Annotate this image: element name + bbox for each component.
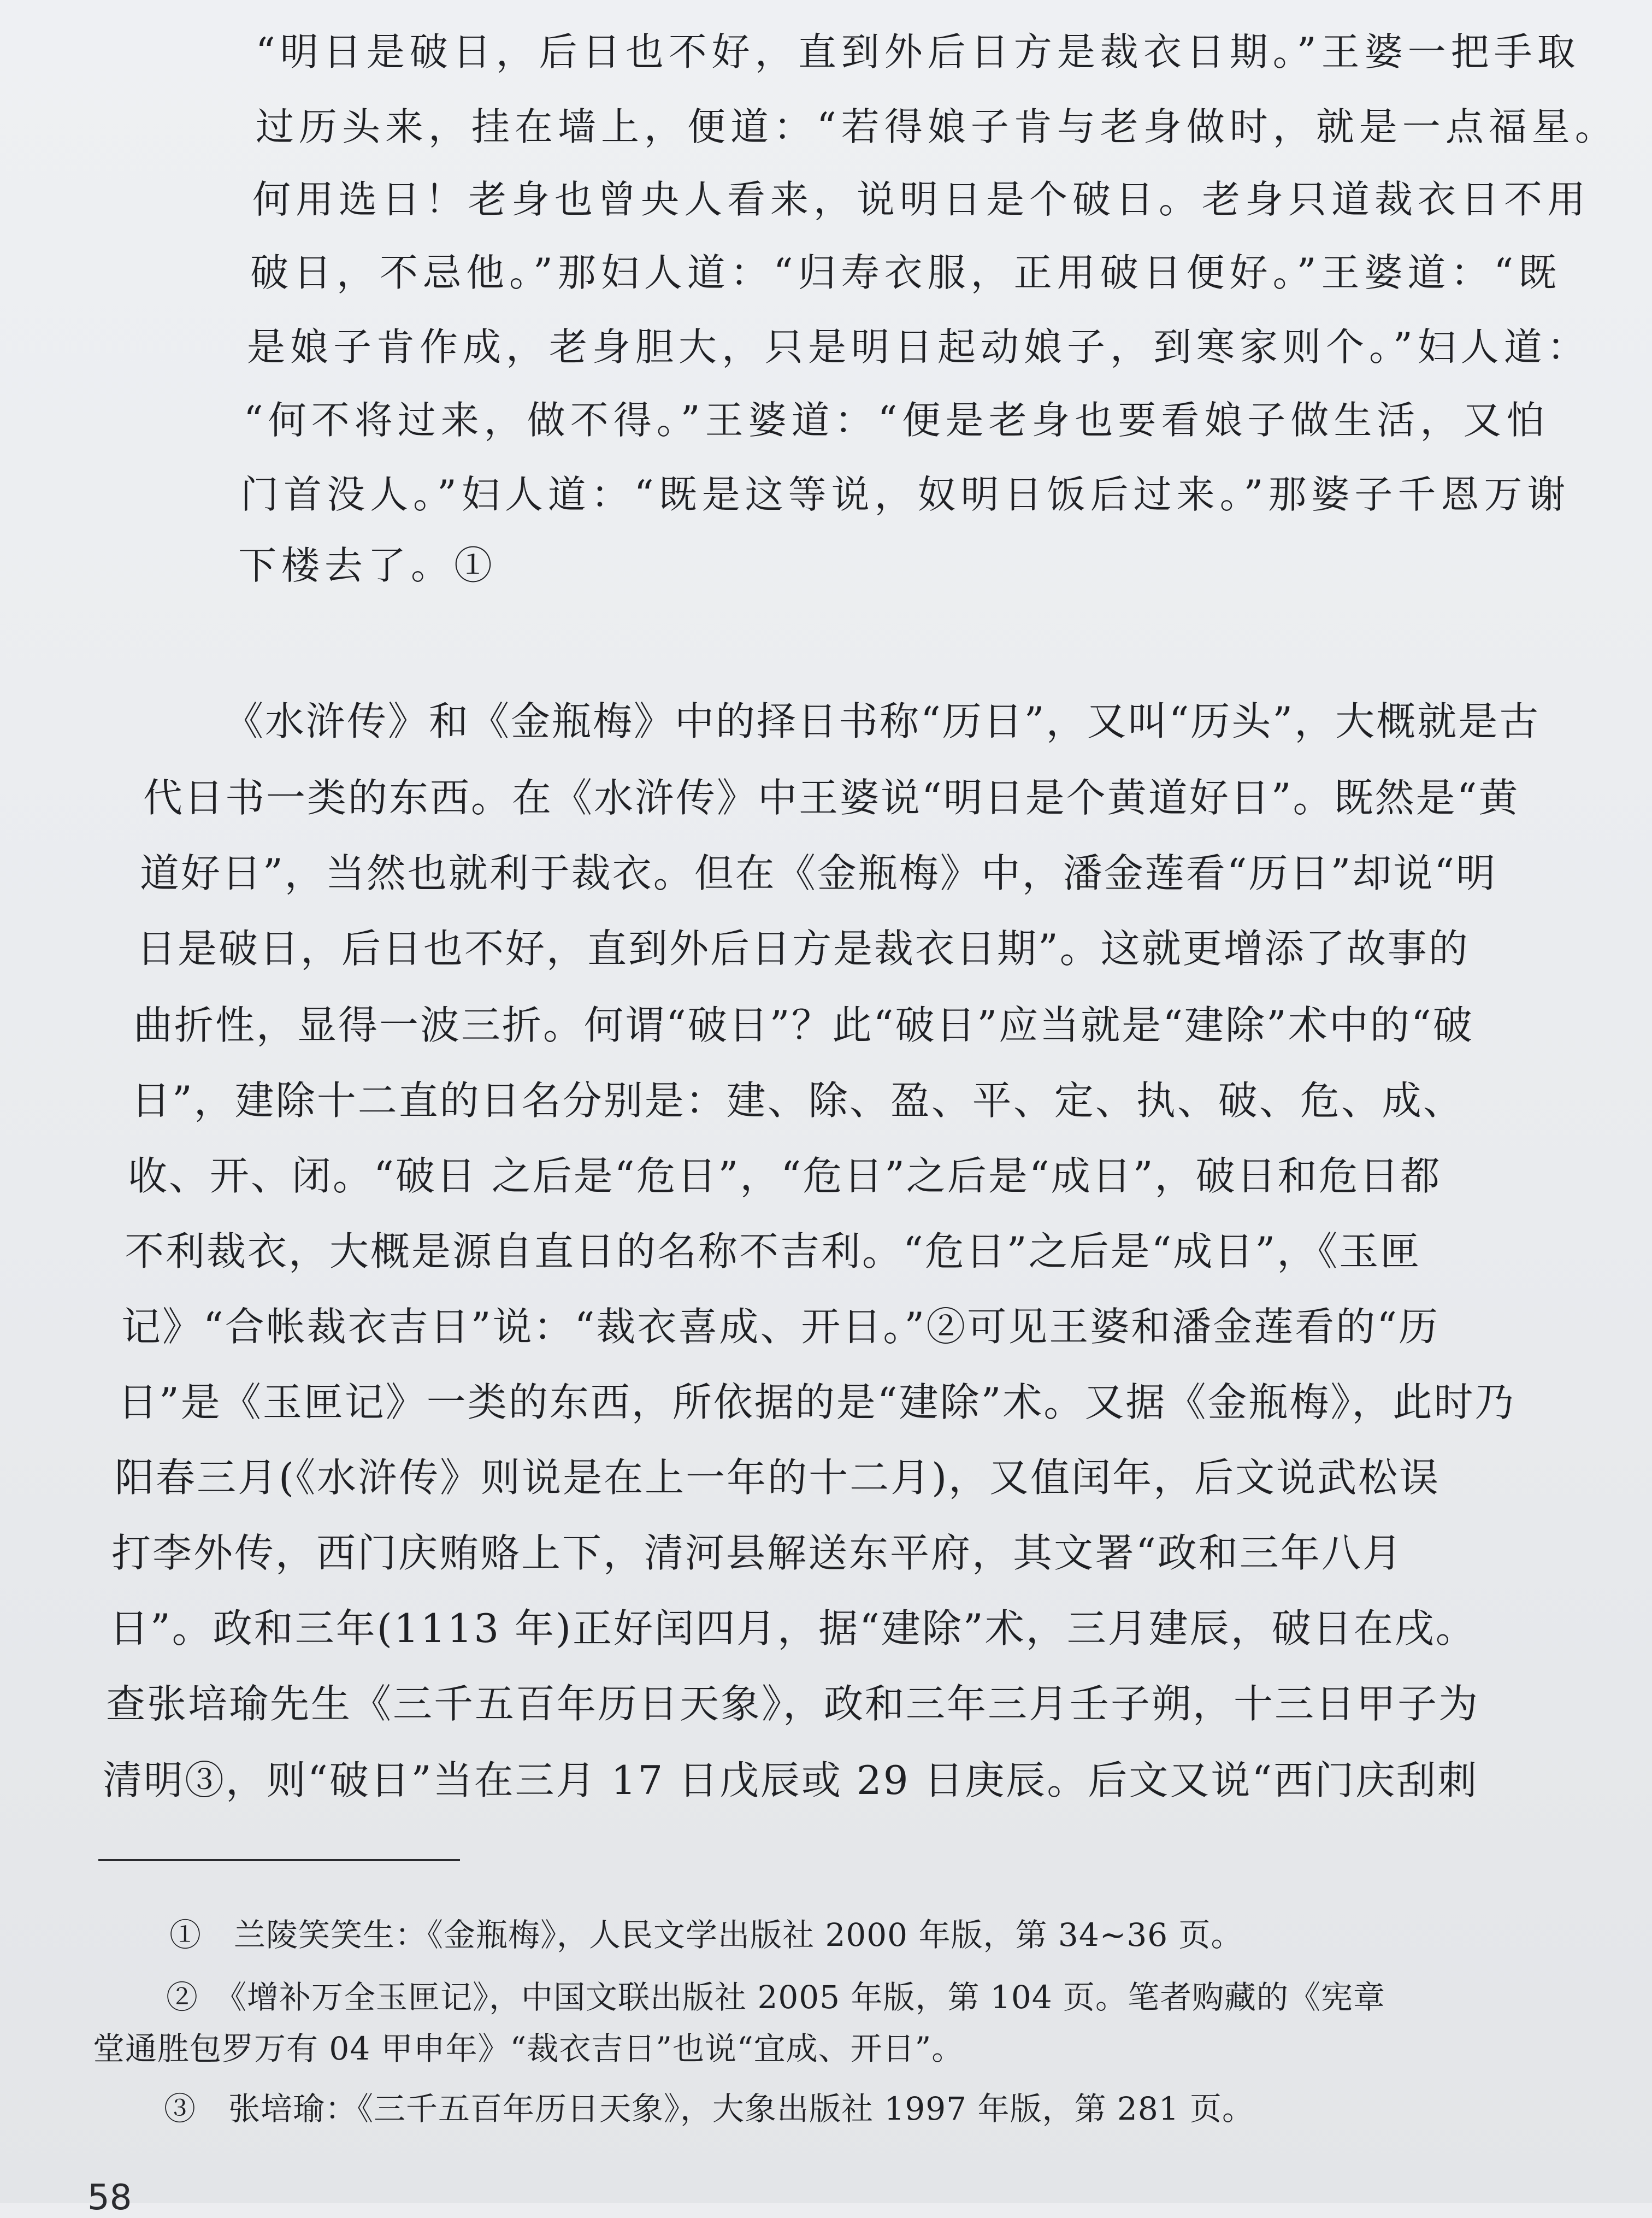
quote-line: 门首没人。”妇人道：“既是这等说，奴明日饭后过来。”那婆子千恩万谢: [240, 472, 1571, 517]
quote-line: 破日，不忌他。”那妇人道：“归寿衣服，正用破日便好。”王婆道：“既: [250, 250, 1562, 295]
body-line: 日”，建除十二直的日名分别是：建、除、盈、平、定、执、破、危、成、: [131, 1078, 1464, 1123]
footnote-line: ① 兰陵笑笑生：《金瓶梅》，人民文学出版社 2000 年版，第 34~36 页。: [169, 1916, 1243, 1954]
quote-line: “何不将过来，做不得。”王婆道：“便是老身也要看娘子做生活，又怕: [244, 398, 1550, 443]
body-line: 不利裁衣，大概是源自直日的名称不吉利。“危日”之后是“成日”，《玉匣: [125, 1228, 1421, 1274]
quote-line: “明日是破日，后日也不好，直到外后日方是裁衣日期。”王婆一把手取: [256, 30, 1580, 74]
body-line: 查张培瑜先生《三千五百年历日天象》，政和三年三月壬子朔，十三日甲子为: [106, 1681, 1480, 1727]
quote-line: 下楼去了。①: [238, 543, 497, 588]
body-line: 阳春三月(《水浒传》则说是在上一年的十二月)，又值闰年，后文说武松误: [115, 1455, 1441, 1501]
quote-line: 何用选日！老身也曾央人看来，说明日是个破日。老身只道裁衣日不用: [252, 177, 1590, 222]
body-line: 收、开、闭。“破日 之后是“危日”，“危日”之后是“成日”，破日和危日都: [128, 1153, 1442, 1199]
body-line: 曲折性，显得一波三折。何谓“破日”？此“破日”应当就是“建除”术中的“破: [133, 1002, 1474, 1048]
body-line: 日是破日，后日也不好，直到外后日方是裁衣日期”。这就更增添了故事的: [137, 926, 1470, 972]
footnote-line: ③ 张培瑜：《三千五百年历日天象》，大象出版社 1997 年版，第 281 页。: [164, 2090, 1255, 2127]
footnote-line: ② 《增补万全玉匣记》，中国文联出版社 2005 年版，第 104 页。笔者购藏的《宪章: [166, 1979, 1386, 2016]
quote-line: 是娘子肯作成，老身胆大，只是明日起动娘子，到寒家则个。”妇人道：: [247, 325, 1590, 369]
quote-line: 过历头来，挂在墙上，便道：“若得娘子肯与老身做时，就是一点福星。: [256, 104, 1618, 149]
footnote-divider: [98, 1859, 460, 1861]
body-line: 清明③，则“破日”当在三月 17 日戊辰或 29 日庚辰。后文又说“西门庆刮刺: [103, 1757, 1479, 1803]
footnote-line: 堂通胜包罗万有 04 甲申年》“裁衣吉日”也说“宜成、开日”。: [93, 2030, 964, 2067]
body-line: 代日书一类的东西。在《水浒传》中王婆说“明日是个黄道好日”。既然是“黄: [143, 775, 1520, 821]
page-number: 58: [87, 2178, 132, 2218]
body-line: 打李外传，西门庆贿赂上下，清河县解送东平府，其文署“政和三年八月: [111, 1530, 1403, 1576]
body-line: 记》“合帐裁衣吉日”说：“裁衣喜成、开日。”②可见王婆和潘金莲看的“历: [121, 1304, 1440, 1350]
body-line: 日”是《玉匣记》一类的东西，所依据的是“建除”术。又据《金瓶梅》，此时乃: [118, 1379, 1516, 1425]
body-line: 《水浒传》和《金瓶梅》中的择日书称“历日”，又叫“历头”，大概就是古: [224, 698, 1541, 744]
body-line: 道好日”，当然也就利于裁衣。但在《金瓶梅》中，潘金莲看“历日”却说“明: [140, 850, 1497, 896]
body-line: 日”。政和三年(1113 年)正好闰四月，据“建除”术，三月建辰，破日在戌。: [109, 1605, 1477, 1651]
